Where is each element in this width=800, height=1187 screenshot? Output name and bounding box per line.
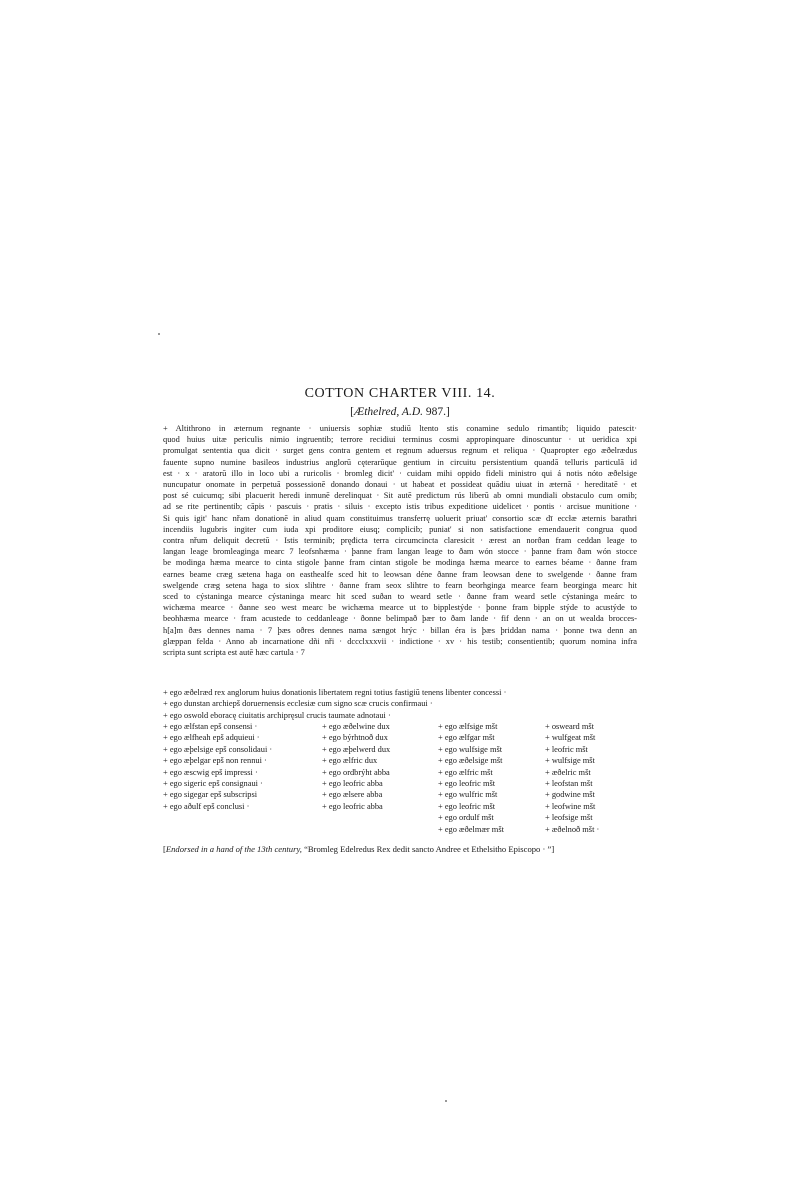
charter-text-line: scripta sunt scripta est autē hæc cartula · 7: [163, 648, 305, 658]
charter-text-line: swelgende cræg setena haga to siox slihtre · ðanne fram seox slihtre to fearn beorhginga mearce fearn beorginga mearc hit: [163, 580, 637, 590]
witness-entry: + ego æþelwerd dux: [322, 744, 391, 754]
witness-entry: + ego æscwig epš impressi ·: [163, 767, 258, 777]
witness-column-dukes-abbots: [322, 721, 390, 812]
witness-column-ministers-1: [438, 721, 504, 835]
charter-text-line: + Altithrono in æternum regnante · uniuersis sophiæ studiū ltento stis conamine sedulo rimantib; liquido patescit·: [163, 424, 637, 433]
charter-subtitle: [Æthelred, A.D. 987.]: [350, 406, 450, 418]
page-speck: [445, 1100, 447, 1102]
witness-column-bishops: [163, 721, 272, 812]
principal-witnesses: [163, 687, 643, 721]
charter-text-line: ad se rite pertinentib; cāpis · pascuis · pratis · siluis · excepto istis tribus expeditione uidelicet · pontis · arcisue munitione ·: [163, 502, 637, 512]
charter-text-line: quod huius uitæ periculis nimio ingruentib; terrore recidiui terminus cosmi appropinquare dinoscuntur · ut ueridica xpi: [163, 435, 637, 445]
witness-entry: + ego ælfstan epš consensi ·: [163, 722, 258, 731]
witness-entry: + ego wulfsige mšt: [438, 744, 503, 754]
witness-entry: + wulfgeat mšt: [545, 733, 596, 743]
charter-text-line: glæppan felda · Anno ab incarnatione dñi nři · dccclxxxvii · indictione · xv · his testib; consentientib; quorum nomina infra: [163, 636, 637, 646]
charter-text-line: beohhæma mearce · fram acustede to ceddanleage · ðonne belimpað þær to ðam lande · fif denn · an on ut wealda brocces-: [163, 614, 637, 624]
endorsement-note: [163, 844, 643, 854]
witness-line: + ego oswold eboracę ciuitatis archipręsul crucis taumate adnotaui ·: [163, 710, 391, 720]
witness-entry: + ego leofric mšt: [438, 779, 496, 789]
witness-line: + ego æðelræd rex anglorum huius donationis libertatem regni totius fastigiū tenens libenter concessi ·: [163, 688, 507, 697]
witness-entry: + osweard mšt: [545, 722, 594, 731]
witness-line: + ego dunstan archiepš doruernensis ecclesiæ cum signo scæ crucis confirmaui ·: [163, 699, 433, 709]
charter-text-line: wichæma mearce · ðanne seo west mearc be wichæma mearce ut to bipplestýde · þonne fram bipple stýde to acustýde to: [163, 603, 637, 613]
endorsement-prefix: [: [163, 844, 166, 854]
charter-text-line: Si quis igit' hanc nřam donationē in aliud quam constituimus transferrę uoluerit priuat' consortio scæ dī eccłæ æternis barathri: [163, 513, 637, 523]
page-speck: [158, 333, 160, 335]
witness-entry: + ego ælfric dux: [322, 756, 378, 766]
witness-entry: + ego ælfgar mšt: [438, 733, 495, 743]
witness-entry: + ego æðelsige mšt: [438, 756, 503, 766]
witness-entry: + leofsige mšt: [545, 813, 593, 823]
charter-text-line: contra nřum deliquit decretū · Istis terminib; pręđicta terra circumcincta claresicit · ærest an norðan fram ceddan leage to: [163, 536, 637, 546]
witness-entry: + ego sigeric epš consignaui ·: [163, 779, 263, 789]
charter-text-line: earnes beame cræg sætena haga on easthealfe sced hit to leowsan déne ðanne fram leowsan dene to swelgende · ðanne fram: [163, 569, 637, 579]
witness-entry: + ego ælfric mšt: [438, 767, 493, 777]
witness-entry: + æðelnoð mšt ·: [545, 824, 600, 834]
witness-entry: + ego ælfsige mšt: [438, 722, 498, 731]
witness-entry: + ego sigegar epš subscripsi: [163, 790, 258, 800]
witness-entry: + ego ordbrýht abba: [322, 767, 390, 777]
witness-entry: + ego leofric abba: [322, 801, 383, 811]
witness-entry: + ego ælsere abba: [322, 790, 383, 800]
witness-entry: + æðelric mšt: [545, 767, 591, 777]
witness-entry: + ego leofric mšt: [438, 801, 496, 811]
witness-entry: + ego aðulf epš conclusi ·: [163, 801, 250, 811]
charter-body: [163, 423, 637, 658]
subtitle-year: 987.: [423, 406, 446, 418]
charter-text-line: be modinga hæma mearce to cinta stigole þanne fram cintan stigole be modinga hæma mearce to earnes béame · ðanne fram: [163, 558, 637, 568]
subtitle-name: Æthelred, A.D.: [354, 406, 423, 418]
witness-entry: + ego leofric abba: [322, 779, 383, 789]
charter-text-line: langan leage bromleaginga mearc 7 leofsnhæma · þanne fram langan leage to ðam wón stocce · þanne fram ðam wón stocce: [163, 547, 637, 557]
endorsement-text: “Bromleg Edelredus Rex dedit sancto Andree et Ethelsitho Episcopo · ”]: [301, 844, 555, 854]
witness-entry: + wulfsige mšt: [545, 756, 595, 766]
charter-text-line: est · x · aratorū illo in loco ubi a ruricolis · bromleg dicit' · cuidam mihi oppido fideli ministro qui á notis nóto æðelsige: [163, 468, 637, 478]
charter-text-line: incendiis lugubris ingiter cum iuda xpi proditore eiusq; complicib; puniat' si non satisfactione emendauerit congrua quod: [163, 524, 637, 534]
charter-text-line: post sé cuicumq; sibi placuerit heredi inmunē derelinquat · Sit autē predictum rús liberū ab omni mundiali obstaculo cum omib;: [163, 491, 637, 501]
charter-text-line: sced to cýstaninga mearce cýstaninga mearc hit sced suðan to weard setle · ðanne fram weard setle cýstaninga meárc to: [163, 592, 637, 602]
witness-entry: + ego æþelgar epš non rennui ·: [163, 756, 267, 766]
endorsement-italic: Endorsed in a hand of the 13th century,: [165, 844, 302, 854]
witness-column-ministers-2: [545, 721, 599, 835]
charter-text-line: promulgat sententia qua dicit · surget gens contra gentem et regnum aduersus regnum et reliqua · Quapropter ego æðelrædus: [163, 446, 637, 456]
witness-entry: + ego æðelmær mšt: [438, 824, 504, 834]
witness-entry: + godwine mšt: [545, 790, 595, 800]
witness-entry: + leofstan mšt: [545, 779, 593, 789]
charter-title: COTTON CHARTER VIII. 14.: [304, 386, 496, 401]
witness-entry: + ego ælfheah epš adquieui ·: [163, 733, 260, 743]
witness-entry: + leofwine mšt: [545, 801, 596, 811]
charter-text-line: h[a]m ðæs dennes nama · 7 þæs oðres dennes nama sængot hrýc · billan éra is þæs þriddan nama · þonne twa denn an: [163, 625, 637, 635]
witness-entry: + ego æðelwine dux: [322, 722, 390, 731]
witness-entry: + ego býrhtnoð dux: [322, 733, 388, 743]
charter-text-line: nuncupatur onomate in perpetuā possessionē donando donaui · ut habeat et possideat quādiu uiuat in æternā · hereditatē · et: [163, 480, 637, 490]
witness-entry: + ego wulfric mšt: [438, 790, 498, 800]
witness-entry: + ego ordulf mšt: [438, 813, 494, 823]
charter-text-line: fauente supno numine basileos industrius anglorū cęterarūque gentium in circuitu persistentium quandā telluris particulā id: [163, 457, 637, 467]
witness-entry: + ego æþelsige epš consolidaui ·: [163, 744, 273, 754]
witness-entry: + leofric mšt: [545, 744, 588, 754]
